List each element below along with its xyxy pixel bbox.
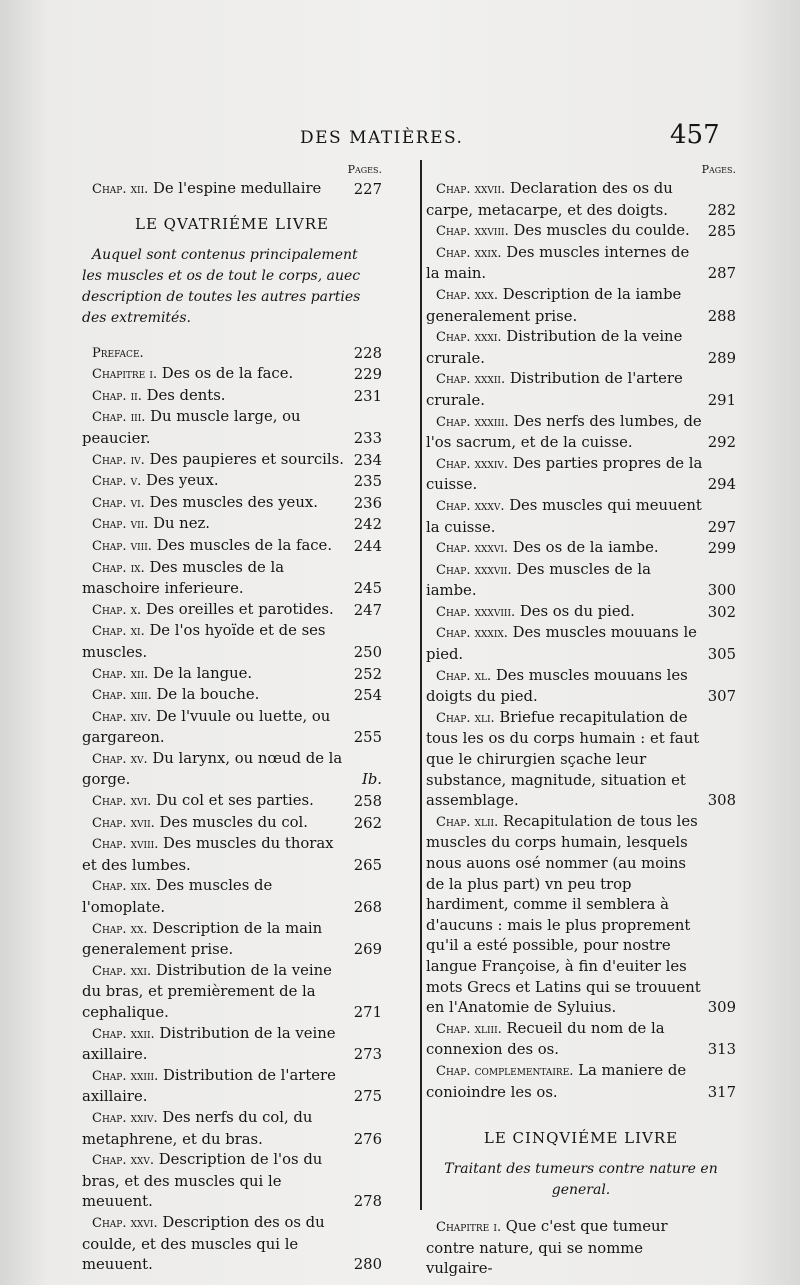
section-heading-book-four: LE QVATRIÉME LIVRE (134, 214, 329, 233)
column-divider (420, 160, 422, 1210)
page-ref: 289 (707, 349, 736, 367)
header-title: DES MATIÈRES. (300, 128, 464, 148)
chapter-label: Chap. v. (92, 474, 142, 490)
page-ref: 242 (353, 516, 382, 534)
chapter-title: Recapitulation de tous les muscles du corps humain, lesquels nous auons osé nommer (au moins de la plus part) vn peu trop hardiment, comme il semblera à d'aucuns : mais le plus proprement qu'il a esté possible, pour nostre langue Françoise, à fin d'euiter les mots Grecs et Latins qui se trouuent en l'Anatomie de Syluius. (426, 812, 701, 1017)
chapter-label: Chap. iii. (92, 410, 146, 426)
page-ref: 258 (353, 793, 382, 811)
toc-entry (426, 327, 736, 369)
page-ref: 305 (707, 646, 736, 664)
chapter-label: Chap. xxxix. (436, 626, 508, 642)
toc-entry (426, 666, 736, 708)
left-column (82, 163, 382, 1276)
chapter-title: Des muscles des yeux. (149, 493, 318, 511)
toc-entry (82, 450, 382, 472)
chapter-label: Chap. xxxvii. (436, 562, 512, 578)
page-ref: 229 (353, 366, 382, 384)
toc-entry (426, 538, 736, 560)
chapter-title: Du larynx, ou nœud de la gorge. (82, 749, 343, 789)
chapter-title: Recueil du nom de la connexion des os. (426, 1019, 665, 1059)
pages-label: Pages. (701, 163, 736, 176)
chapter-title: Description de la iambe generalement prise. (426, 285, 682, 325)
chapter-label: Chap. viii. (92, 538, 152, 554)
chapter-label: Chap. xv. (92, 751, 148, 767)
toc-entry (426, 1217, 736, 1280)
page-number: 457 (670, 120, 720, 150)
chapter-label: Chap. xxxvi. (436, 541, 509, 557)
page-ref: 268 (353, 899, 382, 917)
chapter-title: Distribution de la veine axillaire. (82, 1024, 336, 1064)
page-ref: 299 (707, 540, 736, 558)
chapter-label: Chap. xxviii. (436, 224, 509, 240)
toc-entry (82, 791, 382, 813)
chapter-title: Que c'est que tumeur contre nature, qui se nomme vulgaire- (426, 1218, 668, 1278)
toc-entry (82, 707, 382, 749)
chapter-label: Chap. iv. (92, 452, 145, 468)
page-ref: 233 (353, 429, 382, 447)
toc-entry (82, 961, 382, 1024)
chapter-label: Chap. xxxii. (436, 372, 506, 388)
chapter-title: Des dents. (146, 386, 226, 404)
chapter-label: Chap. xxii. (92, 1026, 155, 1042)
toc-entry (426, 623, 736, 665)
page-ref: 265 (353, 856, 382, 874)
page-ref: 309 (707, 999, 736, 1017)
chapter-title: Du nez. (153, 515, 210, 533)
chapter-label: Chap. xxvii. (436, 182, 506, 197)
chapter-label: Chap. xx. (92, 921, 148, 937)
chapter-label: Chap. xxiv. (92, 1110, 158, 1126)
page-ref: 276 (353, 1130, 382, 1148)
chapter-label: Chap. x. (92, 602, 142, 618)
chapter-title: Distribution de l'artere crurale. (426, 370, 683, 409)
chapter-title: Des muscles qui meuuent la cuisse. (426, 496, 702, 536)
left-entries (82, 343, 382, 1276)
chapter-title: Des muscles de l'omoplate. (82, 877, 273, 917)
chapter-title: Des nerfs des lumbes, de l'os sacrum, et de la cuisse. (426, 412, 702, 452)
toc-entry (82, 919, 382, 961)
toc-entry (426, 708, 736, 812)
toc-entry (426, 496, 736, 538)
page-ref: 227 (353, 181, 382, 198)
chapter-title: Des os du pied. (519, 602, 635, 620)
toc-entry (82, 621, 382, 663)
chapter-title: Des yeux. (145, 472, 219, 490)
page-ref: 269 (353, 941, 382, 959)
page-ref: 313 (707, 1041, 736, 1059)
chapter-label: Chap. xlii. (436, 814, 499, 830)
chapter-label: Chap. xxvi. (92, 1215, 158, 1231)
page-ref: 302 (707, 603, 736, 621)
toc-entry (82, 1108, 382, 1150)
running-header (0, 120, 800, 160)
chapter-title: Distribution de la veine du bras, et premièrement de la cephalique. (82, 961, 332, 1021)
chapter-title: Des muscles du coulde. (513, 222, 690, 240)
page-ref: 285 (707, 223, 736, 241)
pages-label: Pages. (347, 163, 382, 176)
page-ref: 250 (353, 643, 382, 661)
chapter-label: Chap. xiv. (92, 709, 152, 725)
toc-entry (426, 221, 736, 243)
chapter-label: Chap. xxxi. (436, 330, 502, 346)
chapter-title: Des muscles du col. (159, 813, 308, 831)
chapter-label: Chap. xvii. (92, 815, 155, 831)
page-ref: 235 (353, 473, 382, 491)
chapter-label: Chap. ix. (92, 560, 145, 576)
toc-entry (82, 749, 382, 791)
toc-entry (82, 536, 382, 558)
page-ref: 273 (353, 1046, 382, 1064)
toc-entry (426, 812, 736, 1019)
chapter-label: Chap. xxix. (436, 245, 502, 261)
left-top-entries (82, 179, 382, 201)
chapter-label: Chap. xxi. (92, 963, 152, 979)
chapter-title: Des parties propres de la cuisse. (426, 454, 703, 494)
toc-entry (426, 285, 736, 327)
toc-entry (82, 1066, 382, 1108)
chapter-title: Description de la main generalement prise. (82, 919, 323, 959)
chapter-label: Chap. vii. (92, 517, 149, 533)
chapter-label: Chap. ii. (92, 388, 142, 404)
page-ref: 245 (353, 580, 382, 598)
right-entries (426, 179, 736, 1103)
toc-entry (82, 407, 382, 449)
toc-entry (82, 813, 382, 835)
section-description-book-five: Traitant des tumeurs contre nature en general. (444, 1161, 718, 1199)
chapter-label: Chapitre i. (92, 367, 158, 383)
toc-entry (82, 1150, 382, 1213)
toc-entry (426, 602, 736, 624)
chapter-label: Chap. xli. (436, 710, 495, 726)
chapter-title: Des os de la iambe. (512, 539, 659, 557)
page-ref: 294 (707, 476, 736, 494)
toc-entry (82, 179, 382, 201)
chapter-title: Des muscles de la maschoire inferieure. (82, 558, 285, 598)
toc-entry (82, 493, 382, 515)
chapter-label: Chap. xix. (92, 879, 152, 895)
chapter-title: Des muscles de la face. (156, 536, 333, 554)
toc-entry (82, 343, 382, 365)
page-ref: 280 (353, 1256, 382, 1274)
chapter-label: Chap. vi. (92, 495, 145, 511)
chapter-title: De l'vuule ou luette, ou gargareon. (82, 707, 331, 747)
chapter-label: Chap. xiii. (92, 688, 152, 704)
chapter-title: Des muscles de la iambe. (426, 560, 651, 600)
toc-entry (82, 514, 382, 536)
chapter-title: La maniere de conioindre les os. (426, 1061, 687, 1101)
toc-entry (426, 412, 736, 454)
page-ref: 297 (707, 518, 736, 536)
toc-entry (426, 560, 736, 602)
toc-entry (82, 1024, 382, 1066)
chapter-label: Chap. complementaire. (436, 1063, 574, 1079)
toc-entry (82, 386, 382, 408)
page-ref: 271 (353, 1004, 382, 1021)
toc-entry (426, 243, 736, 285)
toc-entry (82, 834, 382, 876)
page-ref: 287 (707, 265, 736, 283)
chapter-label: Chap. xxxviii. (436, 604, 516, 620)
chapter-title: Des os de la face. (161, 365, 294, 383)
section-heading-book-five: LE CINQVIÉME LIVRE (483, 1129, 679, 1148)
chapter-title: Des oreilles et parotides. (145, 600, 334, 618)
chapter-label: Chap. xl. (436, 668, 492, 684)
chapter-title: Des muscles internes de la main. (426, 243, 690, 283)
chapter-title: Du col et ses parties. (155, 792, 314, 810)
chapter-title: De la langue. (152, 664, 253, 682)
page-ref: 231 (353, 387, 382, 405)
chapter-label: Chap. xii. (92, 182, 149, 197)
page-ref: 288 (707, 307, 736, 325)
page-ref: Ib. (361, 771, 382, 789)
page-ref: 278 (353, 1193, 382, 1211)
page-ref: 236 (353, 494, 382, 512)
page-ref: 308 (707, 792, 736, 810)
chapter-title: Des nerfs du col, du metaphrene, et du bras. (82, 1108, 313, 1148)
chapter-label: Chap. xxx. (436, 287, 498, 303)
chapter-title: Distribution de l'artere axillaire. (82, 1066, 336, 1106)
chapter-label: Chap. xxxiv. (436, 456, 509, 472)
page-ref: 247 (353, 601, 382, 619)
page-ref: 262 (353, 814, 382, 832)
chapter-title: Des paupieres et sourcils. (149, 450, 344, 468)
page-ref: 244 (353, 537, 382, 555)
toc-entry (82, 558, 382, 600)
chapter-title: Briefue recapitulation de tous les os du corps humain : et faut que le chirurgien sçache leur substance, magnitude, situation et assemblage. (426, 708, 700, 810)
chapter-label: Preface. (92, 345, 144, 361)
page-ref: 307 (707, 688, 736, 706)
page-ref: 255 (353, 729, 382, 747)
chapter-label: Chap. xxv. (92, 1153, 155, 1169)
chapter-label: Chap. xxxiii. (436, 414, 509, 430)
chapter-title: Du muscle large, ou peaucier. (82, 408, 301, 447)
toc-entry (426, 369, 736, 411)
toc-entry (82, 1213, 382, 1276)
chapter-title: Declaration des os du carpe, metacarpe, et des doigts. (426, 180, 673, 219)
toc-entry (82, 364, 382, 386)
section-description-book-four: Auquel sont contenus principalement les muscles et os de tout le corps, auec description de toutes les autres parties des extremités. (82, 246, 361, 326)
toc-entry (82, 664, 382, 686)
chapter-label: Chap. xviii. (92, 837, 159, 853)
chapter-label: Chap. xvi. (92, 794, 152, 810)
page-ref: 252 (353, 665, 382, 683)
toc-entry (426, 179, 736, 221)
chapter-title: De l'os hyoïde et de ses muscles. (82, 622, 326, 661)
toc-entry (82, 685, 382, 707)
page-ref: 228 (353, 344, 382, 362)
chapter-title: Distribution de la veine crurale. (426, 328, 683, 367)
page-ref: 275 (353, 1088, 382, 1106)
page-ref: 317 (707, 1083, 736, 1101)
right-column (426, 163, 736, 1280)
toc-entry (426, 1019, 736, 1061)
chapter-title: Des muscles mouuans le pied. (426, 624, 697, 664)
chapter-title: De la bouche. (156, 686, 260, 704)
page-ref: 300 (707, 582, 736, 600)
toc-entry (426, 1061, 736, 1103)
page-ref: 291 (707, 391, 736, 409)
toc-entry (82, 471, 382, 493)
chapter-label: Chap. xi. (92, 624, 145, 640)
chapter-title: Des muscles du thorax et des lumbes. (82, 835, 334, 874)
chapter-title: Des muscles mouuans les doigts du pied. (426, 666, 688, 706)
chapter-title: Description des os du coulde, et des muscles qui le meuuent. (82, 1213, 325, 1274)
page-ref: 254 (353, 687, 382, 705)
toc-entry (82, 600, 382, 622)
right-bottom-entries (426, 1217, 736, 1280)
page-ref: 282 (707, 201, 736, 219)
chapter-label: Chap. xxxv. (436, 498, 505, 514)
chapter-title: De l'espine medullaire (152, 180, 322, 197)
chapter-label: Chapitre i. (436, 1220, 502, 1236)
page-ref: 292 (707, 434, 736, 452)
page-ref: 234 (353, 451, 382, 469)
chapter-label: Chap. xliii. (436, 1021, 502, 1037)
chapter-title: Description de l'os du bras, et des muscles qui le meuuent. (82, 1151, 323, 1211)
chapter-label: Chap. xii. (92, 666, 149, 682)
chapter-label: Chap. xxiii. (92, 1068, 159, 1084)
toc-entry (426, 454, 736, 496)
toc-entry (82, 876, 382, 918)
